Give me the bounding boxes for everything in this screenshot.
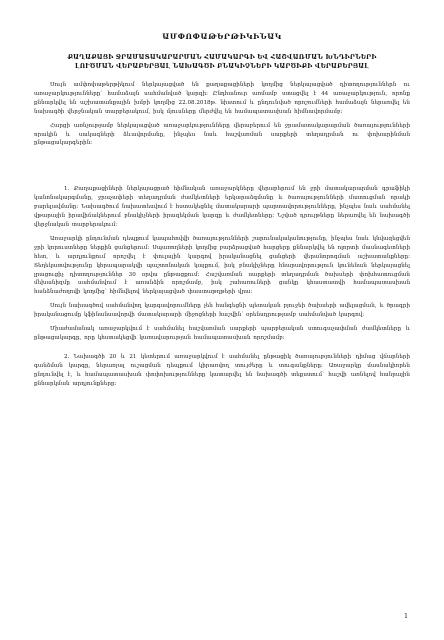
- intro-section: [34, 81, 410, 148]
- numbered-paragraph: 1. Քաղաքացիների ներկայացրած հիմնական առաջարկները վերաբերում են ջրի մատակարարման գրաֆիկի կանոնակարգմանը, ջրաչափերի տեղադրման ժամկետների երկարաձգմանը և ծառայությունների մատուցման որակի բարելավմանը: Նախագծում նախատեսվում է հստակեցնել մատակարարի պարտավորությունները, ինչպես նաև սահմանել վթարային իրավիճակներում բնակիչների իրազեկման կարգը և ժամկետները: Նշված դրույթները ներառվել են նախագծի վերջնական տարբերակում:: [34, 186, 410, 228]
- body-paragraph: Առաջարկի ընդունման դեպքում կապահովվի ծառայությունների շարունակականությունը, ինչպես նաև կնվազեցվեն ջրի կորուստները ներքին ցանցերում: Սպառողների կողմից բարձրացված հարցերը քննարկվել են ոլորտի մասնագետների հետ, և արդյունքում որոշվել է փուլային կարգով իրականացնել ցանցերի վերանորոգման աշխատանքները: Տեղեկատվությունը կհրապարակվի պաշտոնական կայքում, իսկ բնակիչները հնարավորություն կունենան ներկայացնել լրացուցիչ դիտողություններ 30 օրվա ընթացքում: Հաշվառման սարքերի տեղադրման ծախսերի փոխհատուցման մեխանիզմը սահմանվում է առանձին որոշմամբ, իսկ շահառուների ցանկը կհաստատվի համապատասխան հանձնաժողովի կողմից՝ հիմնվելով ներկայացված փաստաթղթերի վրա:: [34, 235, 410, 296]
- numbered-paragraph: 2. Նախագծի 20 և 21 կետերում առաջարկվում է սահմանել ընթացիկ ծառայությունների դիմաց վճարների գանձման կարգը, ներառյալ ուշացման դեպքում կիրառվող տույժերը և տուգանքները: Առաջարկը մասնակիորեն ընդունվել է, և համապատասխան փոփոխությունները կատարվել են նախագծի տեքստում՝ հաշվի առնելով հանրային քննարկման արդյունքները:: [34, 353, 410, 387]
- body-section: [34, 185, 410, 388]
- body-paragraph: Սույն նախագծով սահմանվող կարգավորումները չեն հանգեցնի պետական բյուջեի ծախսերի ավելացման, և ծրագրի իրականացումը կֆինանսավորվի մատակարարի միջոցների հաշվին՝ օրենսդրությամբ սահմանված կարգով:: [34, 303, 410, 319]
- document-title: ԱՄՓՈՓԱԹԵՐԹԻԿԻՆԱԿ: [162, 32, 282, 41]
- body-paragraph: Միաժամանակ առաջարկվում է սահմանել հաշվառման սարքերի պարբերական ստուգաչափման ժամկետները և ընթացակարգը, որը կհստակեցվի կառավարության համապատասխան որոշմամբ:: [34, 326, 410, 341]
- page-number: 1: [404, 613, 408, 620]
- intro-paragraph: Հարցի առնչությամբ ներկայացված առաջարկությունները վերաբերում են ջրամատակարարման ծառայությունների որակին և սակագների ձևավորմանը, ինչպես նաև հաշվառման սարքերի տեղադրման ու փոխարինման ընթացակարգերին:: [34, 122, 410, 147]
- intro-paragraph: Սույն ամփոփաթերթիկում ներկայացված են քաղաքացիների կողմից ներկայացված դիտողություններն ու առաջարկությունները՝ համաձայն սահմանված կարգի: Ընդհանուր առմամբ ստացվել է 44 առաջարկություն, որոնք քննարկվել են աշխատանքային խմբի կողմից 22.08.2018թ. նիստում և ընդունված որոշումների համաձայն ներառվել են նախագծի վերջնական տարբերակում, իսկ մյուսները մերժվել են համապատասխան հիմնավորմամբ:: [34, 82, 410, 115]
- document-subtitle: ՔԱՂԱՔԱՑԻ ՋՐԱՄԱՏԱԿԱՐԱՐՄԱՆ ՀԱՄԱԿԱՐԳԻ ԵՎ ՀԱՇՎԱՌՄԱՆ ԽՆԴԻՐՆԵՐԻ ԼՈՒԾՄԱՆ ՎԵՐԱԲԵՐՅԱԼ ՆԱԽԱԳԾԻ ԲՆԱԿԻՉՆԵՐԻ ԿԱՐԾԻՔԻ ՎԵՐԱԲԵՐՅԱԼ: [67, 54, 377, 70]
- section-gap: [34, 153, 410, 185]
